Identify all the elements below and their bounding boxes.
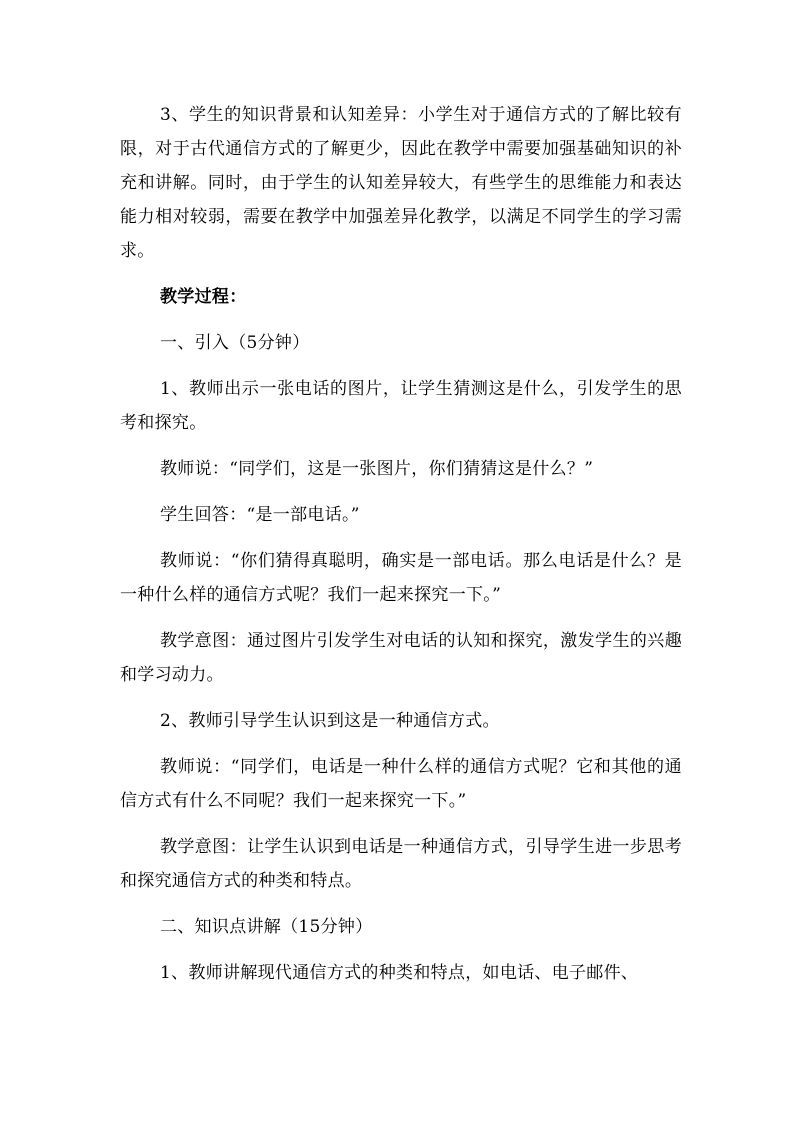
paragraph-gap: [120, 268, 682, 280]
paragraph-modern-communication: 1、教师讲解现代通信方式的种类和特点，如电话、电子邮件、: [160, 963, 639, 983]
paragraph-gap: [120, 738, 682, 750]
paragraph-gap: [120, 360, 682, 372]
paragraph-gap: [120, 612, 682, 624]
paragraph-student-answers: 学生回答：“是一部电话。”: [160, 505, 360, 525]
paragraph-learner-background: 3、学生的知识背景和认知差异：小学生对于通信方式的了解比较有限，对于古代通信方式的了解更少，因此在教学中需要加强基础知识的补充和讲解。同时，由于学生的认知差异较大，有些学生的思维能力和表达能力相对较弱，需要在教学中加强差异化教学，以满足不同学生的学习需求。: [120, 105, 682, 261]
paragraph-gap: [120, 692, 682, 704]
paragraph-gap: [120, 314, 682, 326]
paragraph-gap: [120, 898, 682, 910]
paragraph-gap: [120, 818, 682, 830]
paragraph-guide-communication: 2、教师引导学生认识到这是一种通信方式。: [160, 711, 500, 731]
paragraph-gap: [120, 944, 682, 956]
section-heading-knowledge: 二、知识点讲解（15分钟）: [160, 917, 373, 937]
paragraph-teacher-says-1: 教师说：“同学们，这是一张图片，你们猜猜这是什么？”: [160, 459, 594, 479]
section-heading-introduction: 一、引入（5分钟）: [160, 333, 310, 353]
paragraph-gap: [120, 486, 682, 498]
heading-teaching-process: 教学过程：: [160, 287, 247, 307]
paragraph-gap: [120, 440, 682, 452]
paragraph-teacher-says-3: 教师说：“同学们，电话是一种什么样的通信方式呢？它和其他的通信方式有什么不同呢？我们一起来探究一下。”: [120, 757, 682, 811]
paragraph-gap: [120, 532, 682, 544]
document-page: [120, 98, 682, 990]
paragraph-show-phone-picture: 1、教师出示一张电话的图片，让学生猜测这是什么，引发学生的思考和探究。: [120, 379, 682, 433]
paragraph-teaching-intent-2: 教学意图：让学生认识到电话是一种通信方式，引导学生进一步思考和探究通信方式的种类和特点。: [120, 837, 682, 891]
paragraph-teaching-intent-1: 教学意图：通过图片引发学生对电话的认知和探究，激发学生的兴趣和学习动力。: [120, 631, 682, 685]
paragraph-teacher-says-2: 教师说：“你们猜得真聪明，确实是一部电话。那么电话是什么？是一种什么样的通信方式呢？我们一起来探究一下。”: [120, 551, 682, 605]
